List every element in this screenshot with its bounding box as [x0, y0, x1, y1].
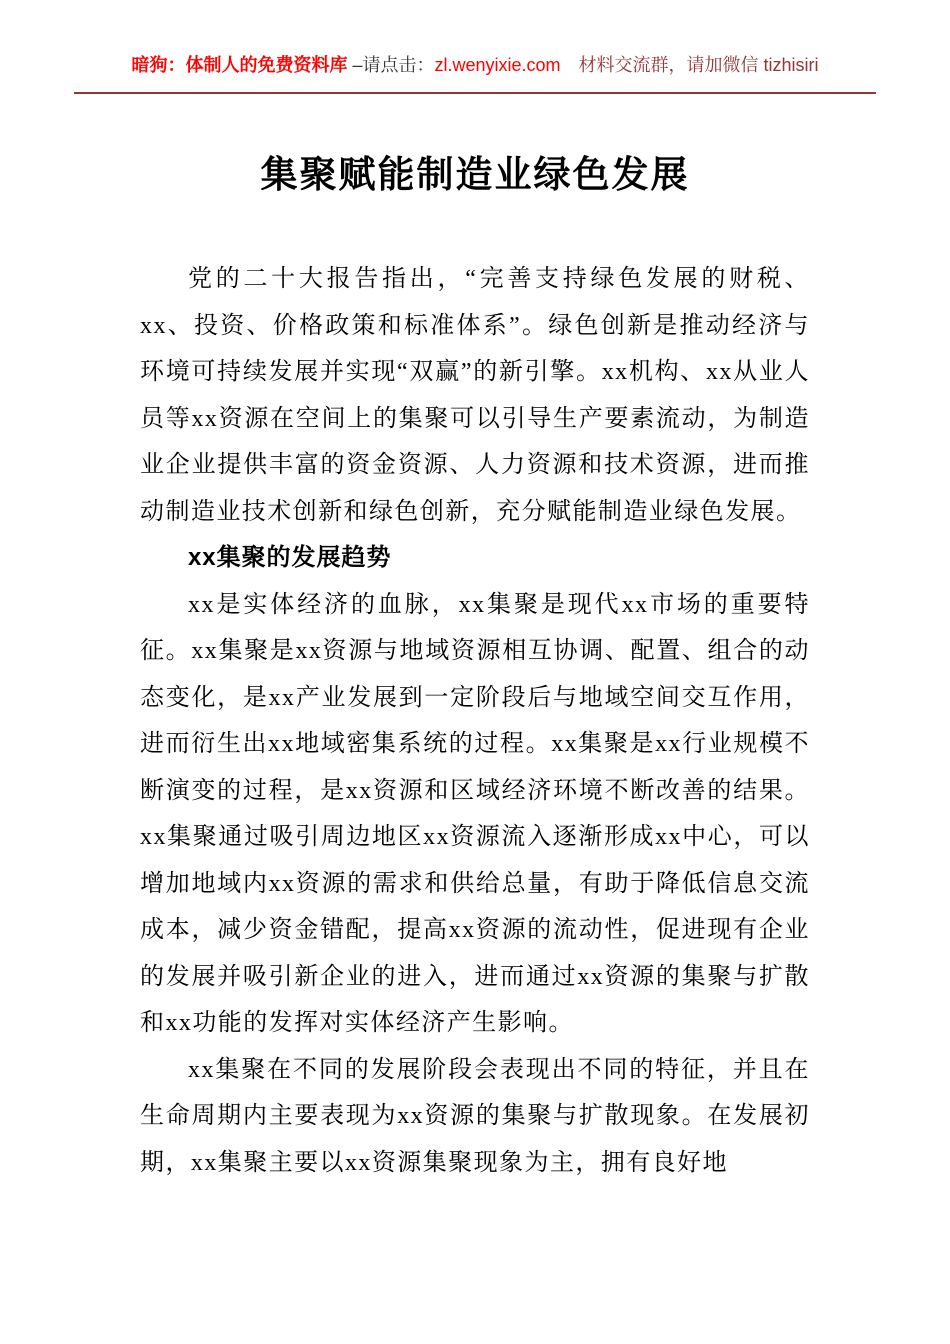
promo-click-label: –请点击：: [347, 55, 435, 75]
promo-site-url-link[interactable]: zl.wenyixie.com: [434, 55, 561, 75]
promo-site-name: 暗狗：体制人的免费资料库: [131, 55, 348, 75]
promo-header: [0, 0, 950, 78]
paragraph-cluster-stages: xx集聚在不同的发展阶段会表现出不同的特征，并且在生命周期内主要表现为xx资源的集聚与扩散现象。在发展初期，xx集聚主要以xx资源集聚现象为主，拥有良好地: [140, 1056, 810, 1176]
section-heading-cluster-trend: xx集聚的发展趋势: [188, 544, 392, 571]
header-divider: [74, 92, 876, 94]
paragraph-intro: 党的二十大报告指出，“完善支持绿色发展的财税、xx、投资、价格政策和标准体系”。绿色创新是推动经济与环境可持续发展并实现“双赢”的新引擎。xx机构、xx从业人员等xx资源在空间上的集聚可以引导生产要素流动，为制造业企业提供丰富的资金资源、人力资源和技术资源，进而推动制造业技术创新和绿色创新，充分赋能制造业绿色发展。: [140, 266, 810, 525]
promo-group-note: 材料交流群，请加微信 tizhisiri: [578, 55, 819, 75]
paragraph-cluster-definition: xx是实体经济的血脉，xx集聚是现代xx市场的重要特征。xx集聚是xx资源与地域资源相互协调、配置、组合的动态变化，是xx产业发展到一定阶段后与地域空间交互作用，进而衍生出xx地域密集系统的过程。xx集聚是xx行业规模不断演变的过程，是xx资源和区域经济环境不断改善的结果。xx集聚通过吸引周边地区xx资源流入逐渐形成xx中心，可以增加地域内xx资源的需求和供给总量，有助于降低信息交流成本，减少资金错配，提高xx资源的流动性，促进现有企业的发展并吸引新企业的进入，进而通过xx资源的集聚与扩散和xx功能的发挥对实体经济产生影响。: [140, 591, 810, 1036]
document-body: [140, 256, 810, 1186]
document-title: 集聚赋能制造业绿色发展: [260, 155, 690, 196]
